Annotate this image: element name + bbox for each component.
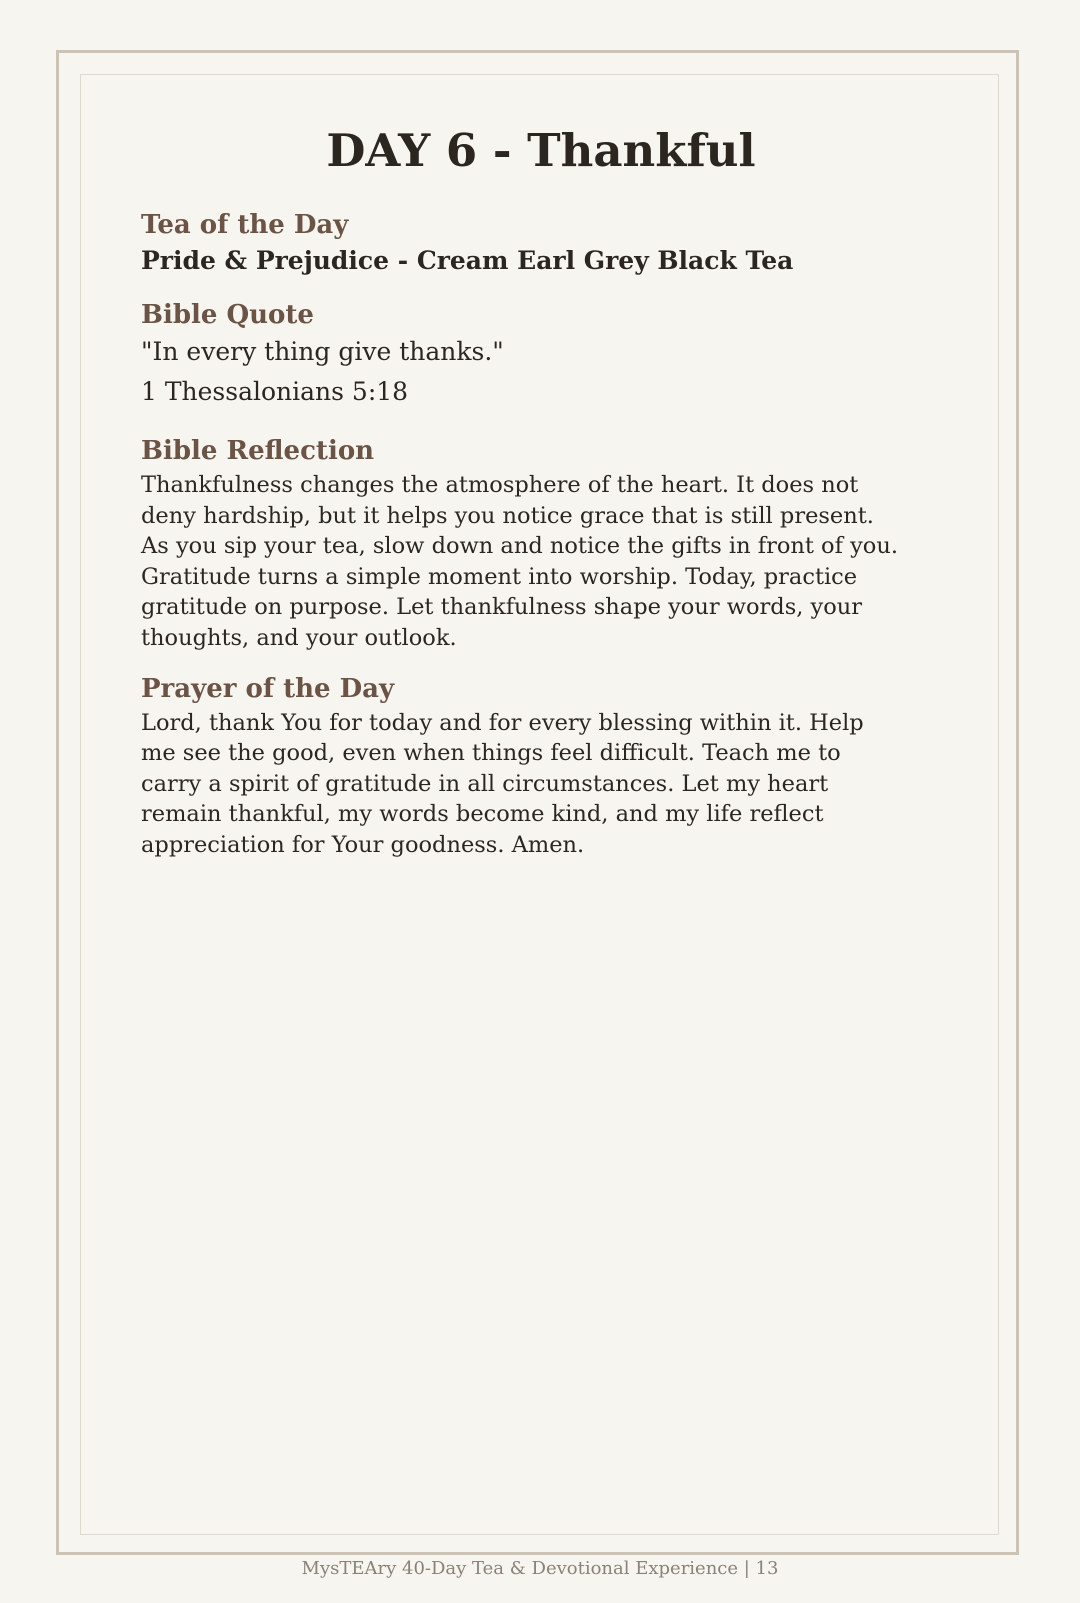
tea-section: [141, 208, 941, 280]
prayer-line: carry a spirit of gratitude in all circumstances. Let my heart: [141, 770, 829, 797]
prayer-paragraph: [141, 708, 941, 861]
tea-heading: Tea of the Day: [141, 210, 349, 240]
tea-name: Pride & Prejudice - Cream Earl Grey Black Tea: [141, 246, 794, 275]
reflection-paragraph: [141, 470, 941, 654]
quote-section: [141, 298, 941, 412]
quote-reference: 1 Thessalonians 5:18: [141, 377, 409, 406]
page-title: DAY 6 - Thankful: [326, 124, 756, 177]
quote-heading: Bible Quote: [141, 300, 314, 330]
prayer-line: Lord, thank You for today and for every blessing within it. Help: [141, 709, 864, 736]
reflection-line: thoughts, and your outlook.: [141, 624, 457, 651]
reflection-line: As you sip your tea, slow down and notice the gifts in front of you.: [141, 533, 898, 560]
reflection-section: [141, 434, 941, 654]
quote-text: "In every thing give thanks.": [141, 337, 504, 366]
reflection-line: deny hardship, but it helps you notice grace that is still present.: [141, 502, 874, 529]
prayer-line: appreciation for Your goodness. Amen.: [141, 831, 585, 858]
reflection-heading: Bible Reflection: [141, 436, 375, 466]
devotional-content: [141, 118, 941, 879]
page-footer: MysTEAry 40-Day Tea & Devotional Experience | 13: [301, 1558, 779, 1579]
reflection-line: gratitude on purpose. Let thankfulness shape your words, your: [141, 594, 863, 621]
reflection-line: Gratitude turns a simple moment into worship. Today, practice: [141, 563, 858, 590]
prayer-line: remain thankful, my words become kind, and my life reflect: [141, 801, 824, 828]
reflection-line: Thankfulness changes the atmosphere of the heart. It does not: [141, 472, 859, 498]
prayer-heading: Prayer of the Day: [141, 673, 395, 704]
prayer-line: me see the good, even when things feel difficult. Teach me to: [141, 740, 841, 767]
prayer-section: [141, 672, 941, 861]
